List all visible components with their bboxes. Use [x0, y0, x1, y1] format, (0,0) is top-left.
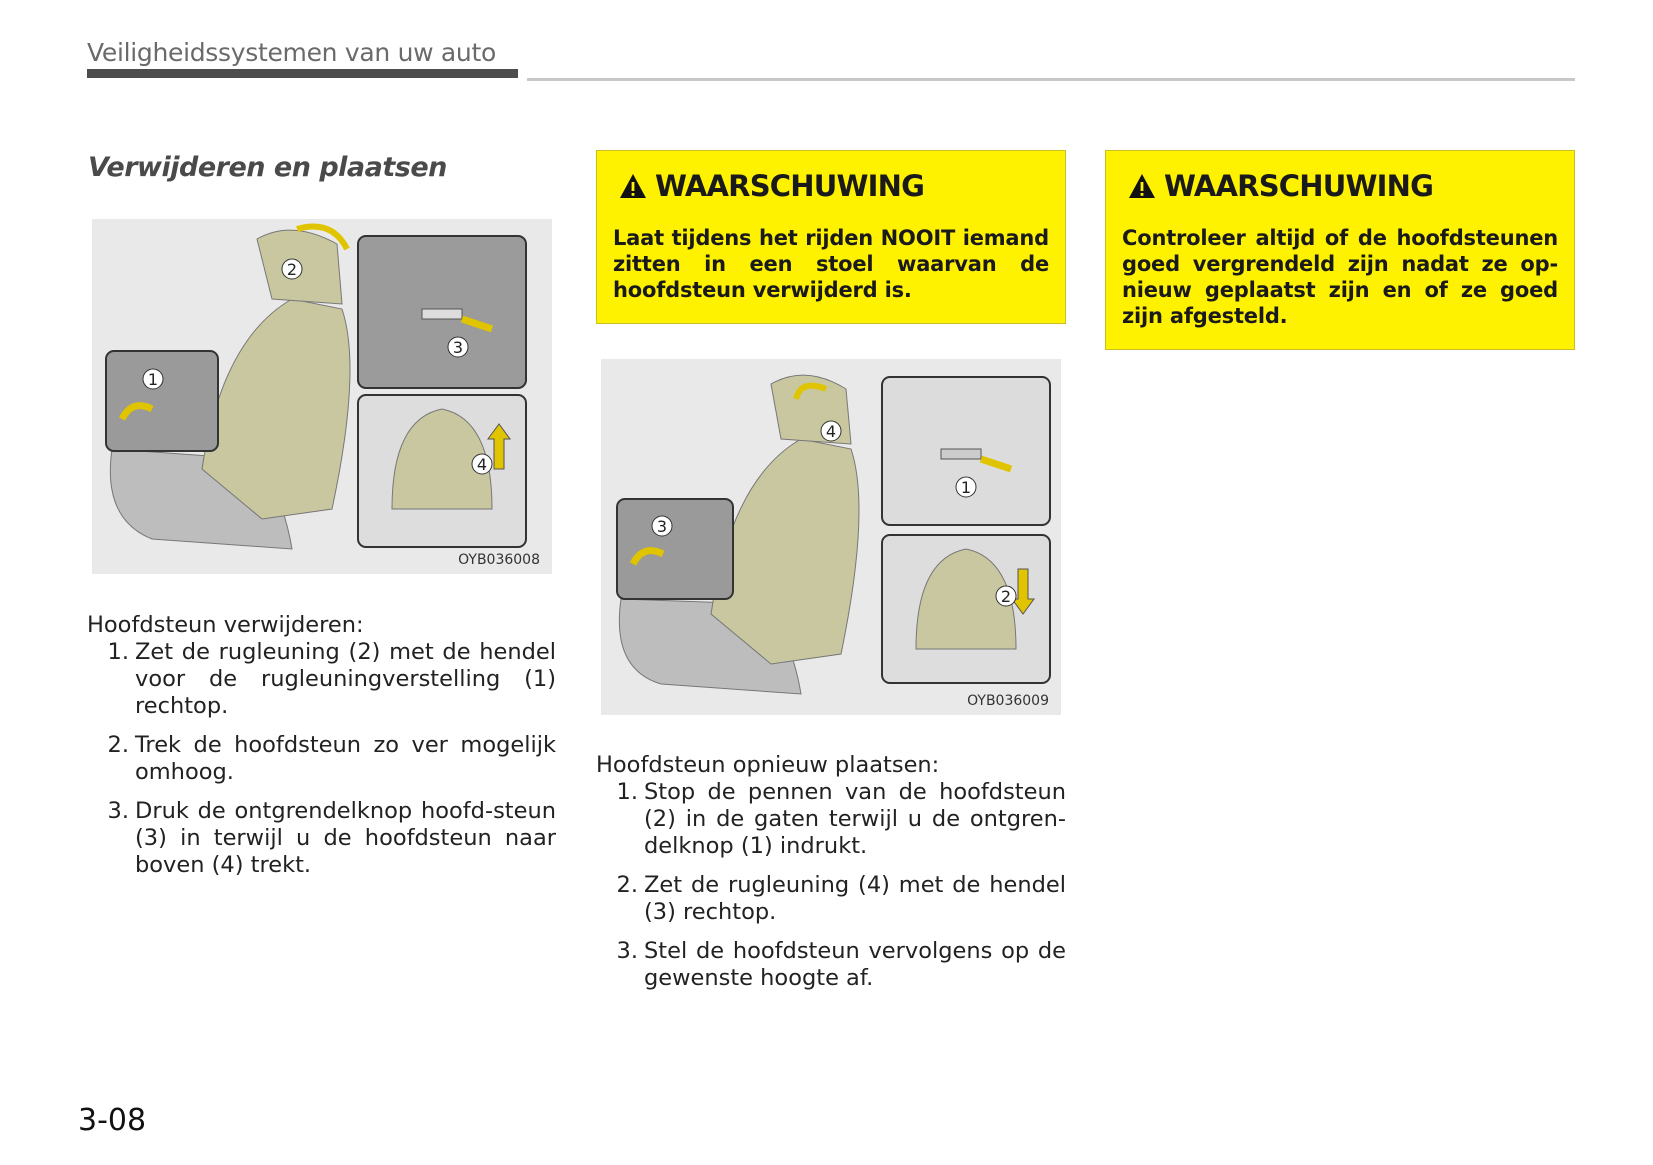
header-bar	[87, 69, 518, 78]
page-number: 3-08	[78, 1103, 147, 1138]
step-text: Stop de pennen van de hoofdsteun (2) in de gaten terwijl u de ontgren-delknop (1) indrukt.	[644, 779, 1066, 859]
step-text: Trek de hoofdsteun zo ver mogelijk omhoog.	[135, 732, 556, 785]
step-number: 2.	[616, 872, 638, 898]
figure-headrest-installation	[601, 359, 1061, 715]
callout-2: 2	[1000, 587, 1012, 606]
warning-box	[1105, 150, 1575, 350]
warning-title: WAARSCHUWING	[1164, 169, 1434, 203]
step-text: Stel de hoofdsteun vervolgens op de gewenste hoogte af.	[644, 938, 1066, 991]
step-number: 3.	[107, 798, 129, 824]
step-number: 3.	[616, 938, 638, 964]
step-text: Druk de ontgrendelknop hoofd-steun (3) in terwijl u de hoofdsteun naar boven (4) trekt.	[135, 798, 556, 878]
list-item	[596, 872, 1066, 926]
figure-code: OYB036008	[458, 552, 540, 568]
section-title: Verwijderen en plaatsen	[88, 152, 447, 183]
step-text: Zet de rugleuning (2) met de hendel voor de rugleuningverstelling (1) rechtop.	[135, 639, 556, 719]
list-item	[596, 779, 1066, 860]
install-heading: Hoofdsteun opnieuw plaatsen:	[596, 752, 940, 778]
warning-title: WAARSCHUWING	[655, 169, 925, 203]
callout-2: 2	[286, 260, 298, 279]
list-item	[87, 798, 556, 879]
callout-1: 1	[147, 370, 159, 389]
seat-illustration	[601, 359, 1061, 715]
callout-3: 3	[656, 517, 668, 536]
callout-4: 4	[476, 455, 488, 474]
running-header: Veiligheidssystemen van uw auto	[87, 38, 496, 67]
warning-text: Laat tijdens het rijden NOOIT iemand zitten in een stoel waarvan de hoofdsteun verwijderd is.	[613, 226, 1049, 302]
list-item	[596, 938, 1066, 992]
callout-1: 1	[960, 478, 972, 497]
figure-headrest-removal	[92, 219, 552, 574]
callout-3: 3	[452, 338, 464, 357]
header-rule	[527, 78, 1575, 81]
step-number: 1.	[616, 779, 638, 805]
warning-triangle-icon	[619, 173, 647, 199]
install-instructions	[596, 752, 1066, 1004]
step-number: 1.	[107, 639, 129, 665]
list-item	[87, 639, 556, 720]
list-item	[87, 732, 556, 786]
warning-box	[596, 150, 1066, 324]
removal-instructions	[87, 612, 556, 891]
step-text: Zet de rugleuning (4) met de hendel (3) rechtop.	[644, 872, 1066, 925]
warning-triangle-icon	[1128, 173, 1156, 199]
figure-code: OYB036009	[967, 693, 1049, 709]
removal-heading: Hoofdsteun verwijderen:	[87, 612, 364, 638]
step-number: 2.	[107, 732, 129, 758]
callout-4: 4	[825, 422, 837, 441]
seat-illustration	[92, 219, 552, 574]
warning-text: Controleer altijd of de hoofdsteunen goed vergrendeld zijn nadat ze op-nieuw geplaatst zijn en of ze goed zijn afgesteld.	[1122, 226, 1558, 328]
